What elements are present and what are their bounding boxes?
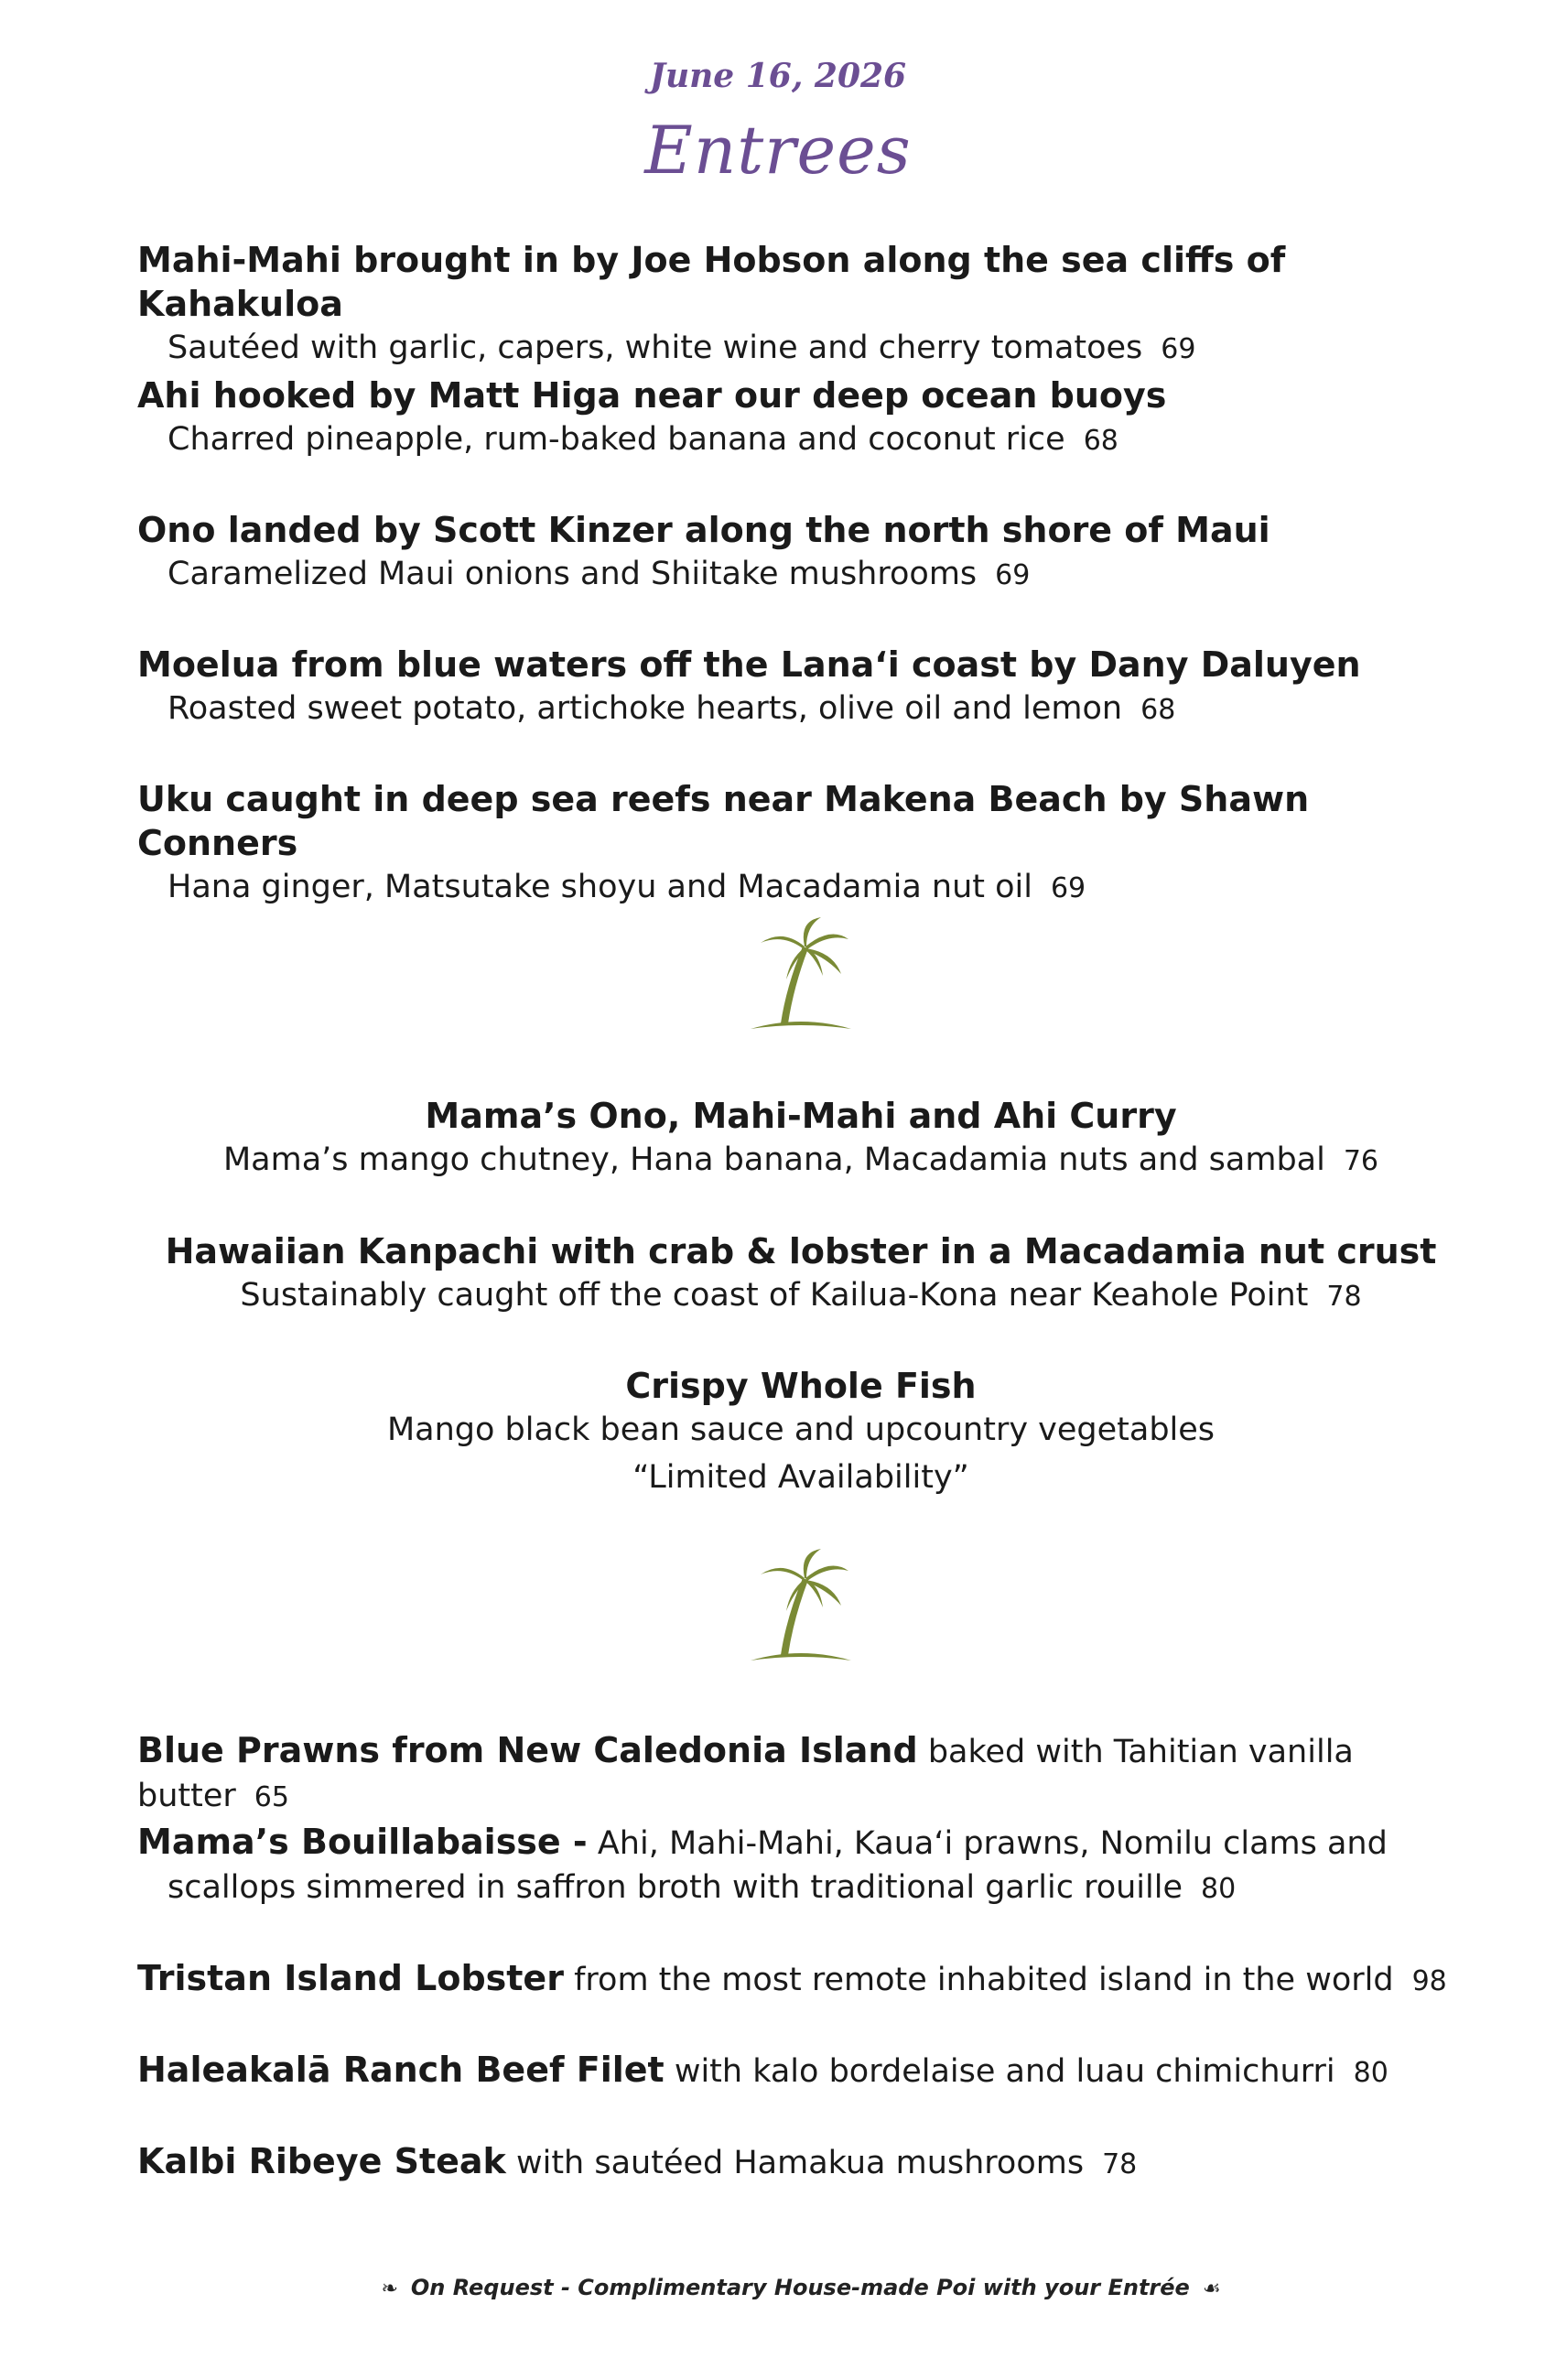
item-name: Moelua from blue waters off the Lana‘i coast by Dany Daluyen [137,644,1361,685]
availability-note: “Limited Availability” [632,1459,969,1496]
fleuron-icon: ❧ [381,2277,398,2300]
fleuron-icon: ☙ [1202,2277,1221,2300]
menu-item [137,238,1437,372]
item-description: Mama’s mango chutney, Hana banana, Macadamia nuts and sambal 76 [222,1141,1379,1178]
item-price: 69 [995,559,1031,591]
item-price: 78 [1102,2148,1138,2180]
palm-tree-icon [746,1547,856,1666]
footer-text: On Request - Complimentary House-made Poi with your Entrée [410,2275,1190,2300]
item-name: Crispy Whole Fish [625,1366,977,1406]
item-price: 76 [1343,1145,1379,1177]
item-price: 80 [1353,2057,1389,2089]
item-description: Roasted sweet potato, artichoke hearts, olive oil and lemon 68 [167,690,1176,727]
item-name: Haleakalā Ranch Beef Filet [137,2050,665,2090]
item-price: 78 [1326,1281,1362,1313]
item-name: Uku caught in deep sea reefs near Makena Beach by Shawn Conners [137,779,1310,863]
menu-item [137,1728,1464,1820]
item-name: Kalbi Ribeye Steak [137,2141,506,2181]
item-name: Mahi-Mahi brought in by Joe Hobson along the sea cliffs of Kahakuloa [137,240,1286,324]
item-description: from the most remote inhabited island in the world [574,1962,1394,1998]
menu-item [137,1820,1464,1911]
item-price: 69 [1161,333,1196,365]
palm-tree-icon [746,915,856,1034]
item-description: with sautéed Hamakua mushrooms [515,2145,1085,2181]
item-price: 69 [1050,872,1086,904]
menu-item [0,1364,1556,1499]
item-description: Charred pineapple, rum-baked banana and coconut rice 68 [167,421,1118,458]
menu-item [137,373,1437,463]
item-price: 80 [1201,1873,1237,1905]
menu-item [137,2139,1464,2187]
item-name: Ahi hooked by Matt Higa near our deep ocean buoys [137,375,1167,416]
menu-item [0,1229,1556,1319]
item-name: Ono landed by Scott Kinzer along the north shore of Maui [137,510,1270,550]
item-description-continued: scallops simmered in saffron broth with traditional garlic rouille [167,1869,1183,1906]
item-price: 68 [1140,694,1176,726]
item-name: Hawaiian Kanpachi with crab & lobster in a Macadamia nut crust [165,1231,1437,1271]
item-price: 68 [1083,425,1118,457]
item-description: Hana ginger, Matsutake shoyu and Macadamia nut oil 69 [167,869,1086,905]
item-name: Mama’s Ono, Mahi-Mahi and Ahi Curry [425,1096,1177,1136]
menu-item [137,1956,1464,2004]
item-price: 98 [1411,1965,1447,1997]
item-name: Tristan Island Lobster [137,1958,564,1998]
menu-date: June 16, 2026 [649,57,907,95]
item-description: Sautéed with garlic, capers, white wine and cherry tomatoes 69 [167,330,1196,366]
item-description: Ahi, Mahi-Mahi, Kaua‘i prawns, Nomilu clams and [597,1825,1388,1862]
menu-title: Entrees [644,112,912,189]
menu-item [137,643,1437,732]
item-name: Mama’s Bouillabaisse - [137,1822,588,1862]
item-description: Mango black bean sauce and upcountry vegetables [386,1412,1216,1448]
menu-item [137,777,1437,911]
item-price: 65 [254,1781,289,1813]
menu-item [137,508,1437,598]
item-name: Blue Prawns from New Caledonia Island [137,1730,918,1770]
menu-item [137,2048,1464,2095]
item-description: Sustainably caught off the coast of Kailua-Kona near Keahole Point 78 [240,1277,1362,1314]
item-description: with kalo bordelaise and luau chimichurri [674,2053,1335,2090]
item-description: baked with Tahitian vanilla butter [137,1734,1354,1814]
menu-item [0,1094,1556,1184]
footer-note [0,2275,1556,2300]
item-description: Caramelized Maui onions and Shiitake mushrooms 69 [167,556,1031,592]
